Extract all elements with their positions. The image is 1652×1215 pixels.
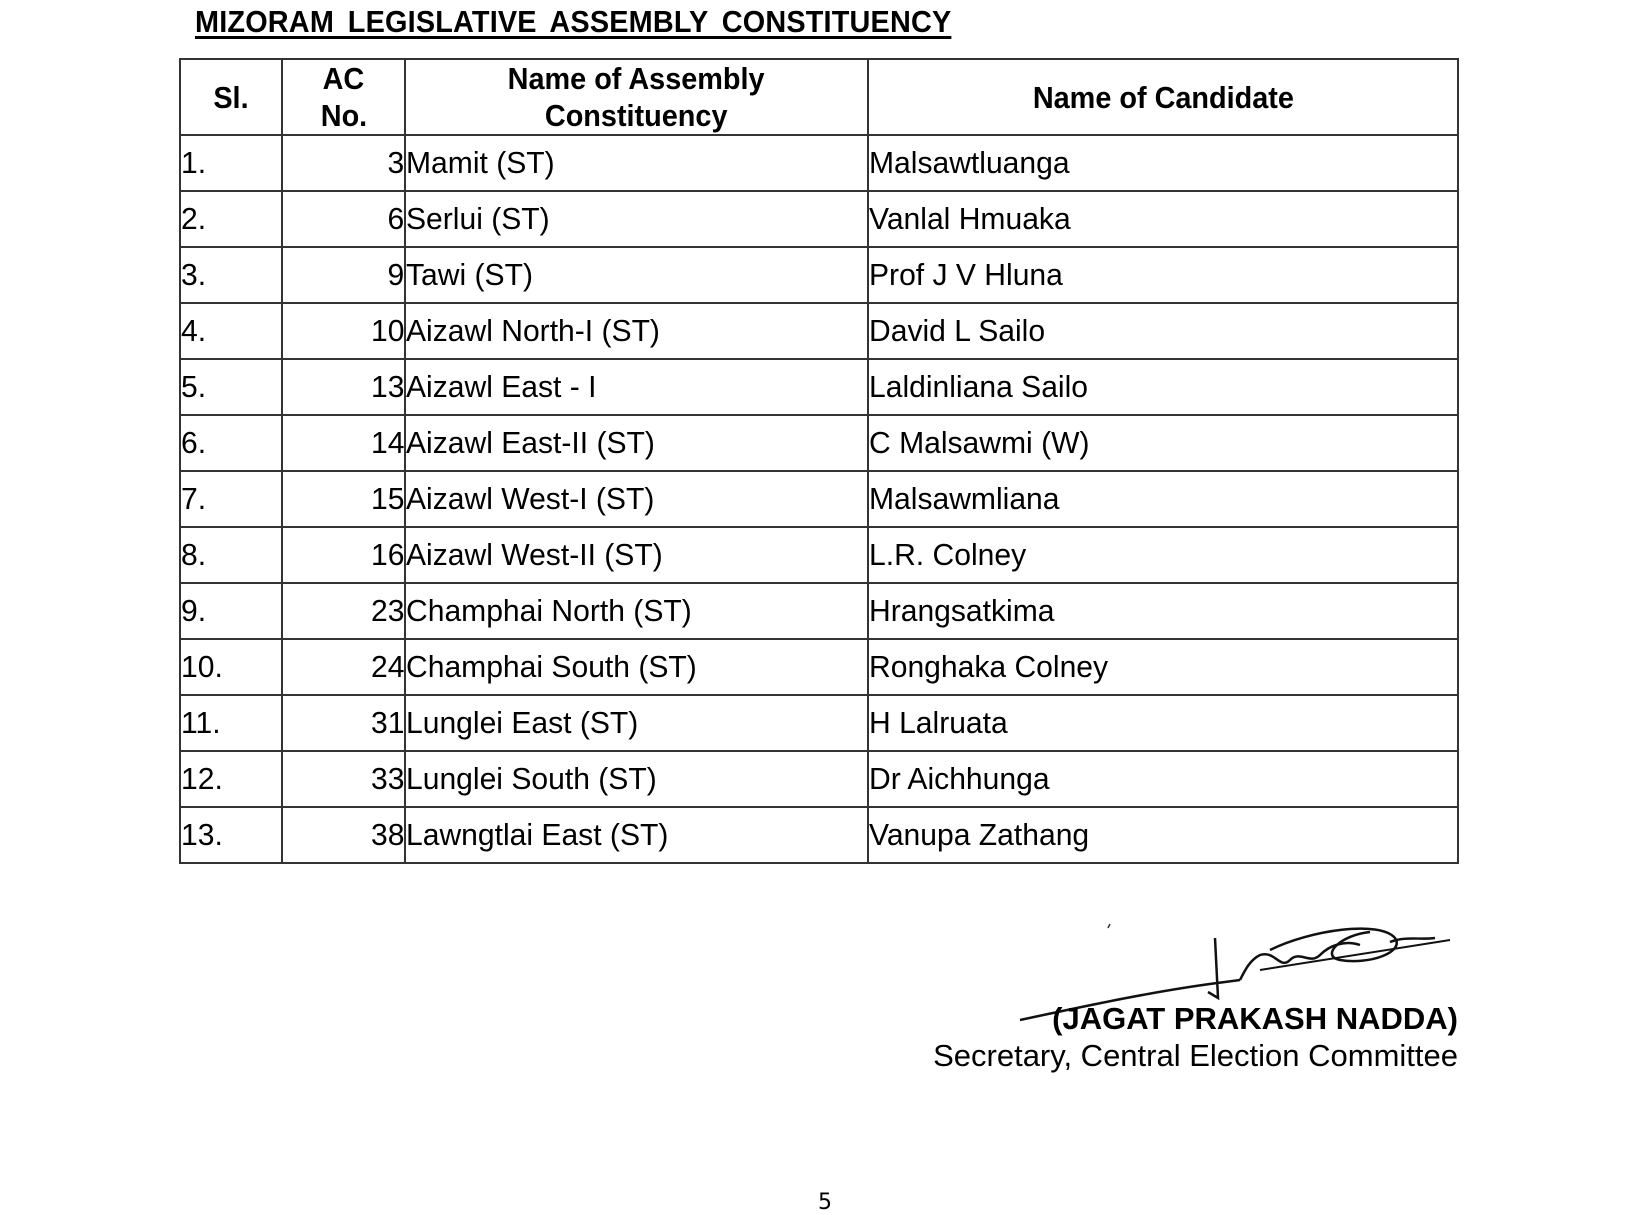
row-sl: 13.	[180, 807, 282, 863]
row-ac-no: 23	[282, 583, 405, 639]
row-ac-no: 16	[282, 527, 405, 583]
table-row	[180, 695, 1458, 751]
row-ac-no: 9	[282, 247, 405, 303]
candidate-table	[179, 58, 1459, 864]
header-constituency-line1: Name of Assembly	[508, 61, 765, 96]
table-row	[180, 303, 1458, 359]
row-constituency: Champhai North (ST)	[405, 583, 868, 639]
page-number: 5	[818, 1190, 832, 1215]
table-row	[180, 471, 1458, 527]
row-candidate: Vanupa Zathang	[868, 807, 1458, 863]
row-constituency: Aizawl West-I (ST)	[405, 471, 868, 527]
row-ac-no: 24	[282, 639, 405, 695]
header-constituency	[405, 59, 868, 135]
signatory-block	[933, 1000, 1458, 1074]
header-ac-no	[282, 59, 405, 135]
row-candidate: Laldinliana Sailo	[868, 359, 1458, 415]
row-candidate: Malsawmliana	[868, 471, 1458, 527]
signatory-role: Secretary, Central Election Committee	[933, 1038, 1458, 1073]
table-row	[180, 415, 1458, 471]
table-row	[180, 751, 1458, 807]
row-sl: 7.	[180, 471, 282, 527]
row-sl: 4.	[180, 303, 282, 359]
row-constituency: Mamit (ST)	[405, 135, 868, 191]
row-constituency: Champhai South (ST)	[405, 639, 868, 695]
row-ac-no: 10	[282, 303, 405, 359]
row-constituency: Lunglei East (ST)	[405, 695, 868, 751]
row-candidate: Hrangsatkima	[868, 583, 1458, 639]
header-sl: Sl.	[180, 59, 282, 135]
table-row	[180, 807, 1458, 863]
header-constituency-line2: Constituency	[545, 98, 728, 133]
row-candidate: David L Sailo	[868, 303, 1458, 359]
table-row	[180, 583, 1458, 639]
row-constituency: Aizawl East - I	[405, 359, 868, 415]
row-ac-no: 31	[282, 695, 405, 751]
row-constituency: Aizawl North-I (ST)	[405, 303, 868, 359]
row-constituency: Aizawl East-II (ST)	[405, 415, 868, 471]
row-ac-no: 3	[282, 135, 405, 191]
row-ac-no: 6	[282, 191, 405, 247]
row-constituency: Serlui (ST)	[405, 191, 868, 247]
row-candidate: Ronghaka Colney	[868, 639, 1458, 695]
header-ac-line2: No.	[320, 98, 367, 133]
row-candidate: H Lalruata	[868, 695, 1458, 751]
row-constituency: Lunglei South (ST)	[405, 751, 868, 807]
row-constituency: Lawngtlai East (ST)	[405, 807, 868, 863]
row-ac-no: 13	[282, 359, 405, 415]
row-sl: 8.	[180, 527, 282, 583]
row-sl: 11.	[180, 695, 282, 751]
row-sl: 2.	[180, 191, 282, 247]
row-constituency: Tawi (ST)	[405, 247, 868, 303]
table-row	[180, 247, 1458, 303]
row-sl: 12.	[180, 751, 282, 807]
row-sl: 6.	[180, 415, 282, 471]
row-ac-no: 15	[282, 471, 405, 527]
signatory-name: (JAGAT PRAKASH NADDA)	[1052, 1001, 1458, 1036]
row-candidate: Prof J V Hluna	[868, 247, 1458, 303]
row-candidate: Malsawtluanga	[868, 135, 1458, 191]
row-candidate: Vanlal Hmuaka	[868, 191, 1458, 247]
table-row	[180, 359, 1458, 415]
row-candidate: L.R. Colney	[868, 527, 1458, 583]
table-row	[180, 639, 1458, 695]
row-candidate: C Malsawmi (W)	[868, 415, 1458, 471]
header-ac-line1: AC	[322, 61, 365, 96]
row-sl: 3.	[180, 247, 282, 303]
table-header-row	[180, 59, 1458, 135]
header-candidate: Name of Candidate	[868, 59, 1458, 135]
table-row	[180, 135, 1458, 191]
row-ac-no: 33	[282, 751, 405, 807]
table-row	[180, 191, 1458, 247]
row-sl: 1.	[180, 135, 282, 191]
row-sl: 10.	[180, 639, 282, 695]
row-ac-no: 14	[282, 415, 405, 471]
table-row	[180, 527, 1458, 583]
row-sl: 9.	[180, 583, 282, 639]
row-sl: 5.	[180, 359, 282, 415]
row-ac-no: 38	[282, 807, 405, 863]
row-constituency: Aizawl West-II (ST)	[405, 527, 868, 583]
row-candidate: Dr Aichhunga	[868, 751, 1458, 807]
document-title: MIZORAM LEGISLATIVE ASSEMBLY CONSTITUENCY	[195, 4, 952, 39]
